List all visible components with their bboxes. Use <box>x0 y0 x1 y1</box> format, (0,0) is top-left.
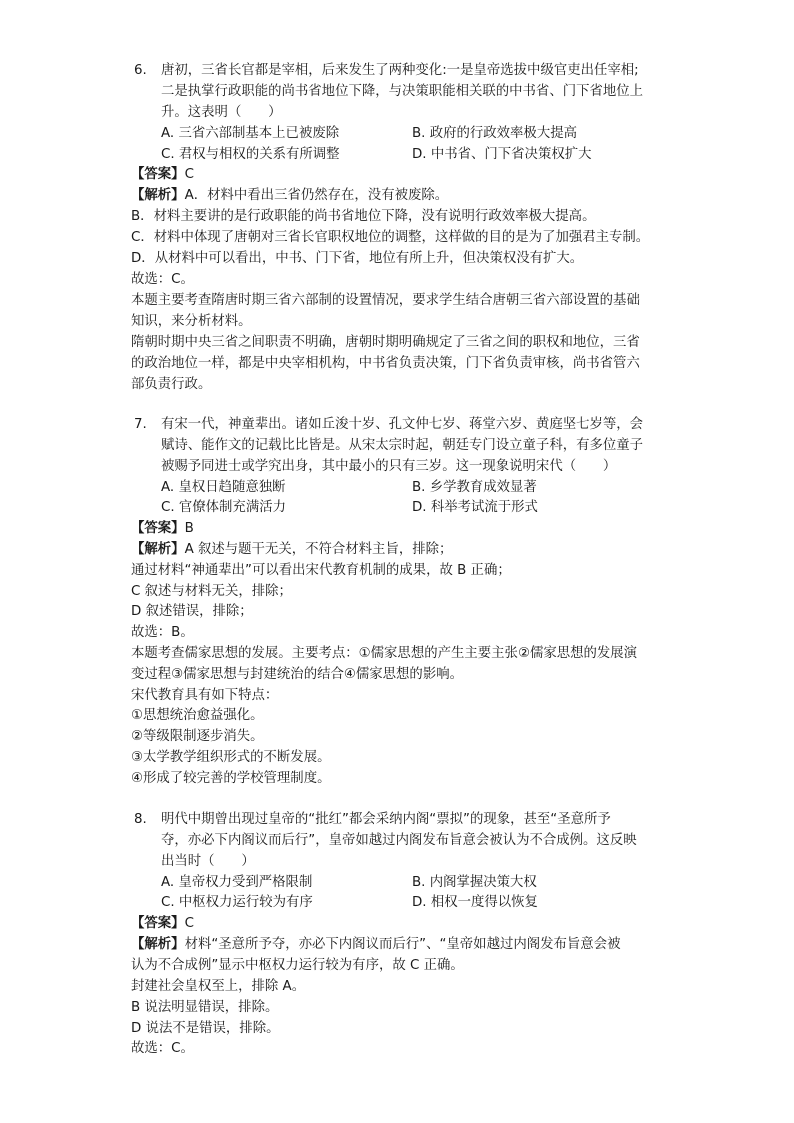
analysis-text: ②等级限制逐步消失。 <box>131 729 264 744</box>
analysis-text: 认为不合成例”显示中枢权力运行较为有序，故 C 正确。 <box>131 958 464 973</box>
analysis-line <box>131 186 448 206</box>
option-b: B. 乡学教育成效显著 <box>412 480 537 495</box>
option-c: C. 官僚体制充满活力 <box>161 500 286 515</box>
analysis-text: D 说法不是错误，排除。 <box>131 1021 280 1036</box>
analysis-label: 【解析】 <box>131 937 185 952</box>
analysis-text: 知识，来分析材料。 <box>131 314 252 329</box>
answer-line <box>131 165 194 185</box>
analysis-text: C．材料中体现了唐朝对三省长官职权地位的调整，这样做的目的是为了加强君主专制。 <box>131 230 650 245</box>
analysis-text: B．材料主要讲的是行政职能的尚书省地位下降，没有说明行政效率极大提高。 <box>131 209 596 224</box>
question-stem-line: 唐初，三省长官都是宰相，后来发生了两种变化:一是皇帝选拔中级官吏出任宰相; <box>161 63 639 78</box>
answer-label: 【答案】 <box>131 916 185 931</box>
analysis-label: 【解析】 <box>131 188 185 203</box>
analysis-text: 变过程③儒家思想与封建统治的结合④儒家思想的影响。 <box>131 667 463 682</box>
question-number: 8. <box>134 812 147 827</box>
answer-value: C <box>184 916 194 931</box>
analysis-text: ③太学教学组织形式的不断发展。 <box>131 750 331 765</box>
analysis-text: 材料“圣意所予夺，亦必下内阁议而后行”、“皇帝如越过内阁发布旨意会被 <box>184 937 621 952</box>
analysis-line <box>131 935 620 955</box>
option-a: A. 皇权日趋随意独断 <box>161 480 286 495</box>
analysis-label: 【解析】 <box>131 542 185 557</box>
analysis-text: 通过材料“神通辈出”可以看出宋代教育机制的成果，故 B 正确； <box>131 563 511 578</box>
option-a: A. 三省六部制基本上已被废除 <box>161 126 340 141</box>
question-stem-line: 赋诗、能作文的记载比比皆是。从宋太宗时起，朝廷专门设立童子科，有多位童子 <box>161 438 644 453</box>
answer-value: B <box>184 521 194 536</box>
answer-value: C <box>184 167 194 182</box>
option-b: B. 内阁掌握决策大权 <box>412 875 537 890</box>
analysis-text: B 说法明显错误，排除。 <box>131 1000 279 1015</box>
analysis-text: D．从材料中可以看出，中书、门下省，地位有所上升，但决策权没有扩大。 <box>131 251 584 266</box>
option-a: A. 皇帝权力受到严格限制 <box>161 875 313 890</box>
analysis-text: D 叙述错误，排除； <box>131 604 253 619</box>
option-b: B. 政府的行政效率极大提高 <box>412 126 577 141</box>
option-c: C. 中枢权力运行较为有序 <box>161 895 313 910</box>
analysis-text: ④形成了较完善的学校管理制度。 <box>131 771 331 786</box>
analysis-line <box>131 540 452 560</box>
analysis-text: 的政治地位一样，都是中央宰相机构，中书省负责决策，门下省负责审核，尚书省管六 <box>131 356 640 371</box>
analysis-text: A．材料中看出三省仍然存在，没有被废除。 <box>184 188 449 203</box>
analysis-text: ①思想统治愈益强化。 <box>131 708 264 723</box>
answer-line <box>131 519 194 539</box>
question-stem-line: 明代中期曾出现过皇帝的“批红”都会采纳内阁“票拟”的现象，甚至“圣意所予 <box>161 812 611 827</box>
analysis-text: 封建社会皇权至上，排除 A。 <box>131 979 306 994</box>
question-number: 6. <box>134 63 147 78</box>
analysis-text: 宋代教育具有如下特点： <box>131 688 279 703</box>
question-number: 7. <box>134 417 147 432</box>
analysis-text: 部负责行政。 <box>131 377 212 392</box>
analysis-text: 本题考查儒家思想的发展。主要考点：①儒家思想的产生主要主张②儒家思想的发展演 <box>131 646 638 661</box>
analysis-text: 故选：C。 <box>131 272 194 287</box>
option-c: C. 君权与相权的关系有所调整 <box>161 147 340 162</box>
answer-label: 【答案】 <box>131 167 185 182</box>
analysis-text: 本题主要考查隋唐时期三省六部制的设置情况，要求学生结合唐朝三省六部设置的基础 <box>131 293 640 308</box>
analysis-text: 故选：B。 <box>131 625 194 640</box>
option-d: D. 中书省、门下省决策权扩大 <box>412 147 592 162</box>
analysis-text: C 叙述与材料无关，排除； <box>131 584 292 599</box>
answer-label: 【答案】 <box>131 521 185 536</box>
question-stem-line: 夺，亦必下内阁议而后行”，皇帝如越过内阁发布旨意会被认为不合成例。这反映 <box>161 833 637 848</box>
question-stem-line: 被赐予同进士或学究出身，其中最小的只有三岁。这一现象说明宋代（ ） <box>161 459 617 474</box>
option-d: D. 相权一度得以恢复 <box>412 895 538 910</box>
analysis-text: 故选：C。 <box>131 1041 194 1056</box>
option-d: D. 科举考试流于形式 <box>412 500 538 515</box>
question-stem-line: 有宋一代，神童辈出。诸如丘浚十岁、孔文仲七岁、蒋堂六岁、黄庭坚七岁等，会 <box>161 417 644 432</box>
analysis-text: A 叙述与题干无关，不符合材料主旨，排除； <box>184 542 453 557</box>
question-stem-line: 二是执掌行政职能的尚书省地位下降，与决策职能相关联的中书省、门下省地位上 <box>161 84 644 99</box>
analysis-text: 隋朝时期中央三省之间职责不明确，唐朝时期明确规定了三省之间的职权和地位，三省 <box>131 335 640 350</box>
question-stem-line: 升。这表明（ ） <box>161 105 282 120</box>
question-stem-line: 出当时（ ） <box>161 854 255 869</box>
answer-line <box>131 914 194 934</box>
